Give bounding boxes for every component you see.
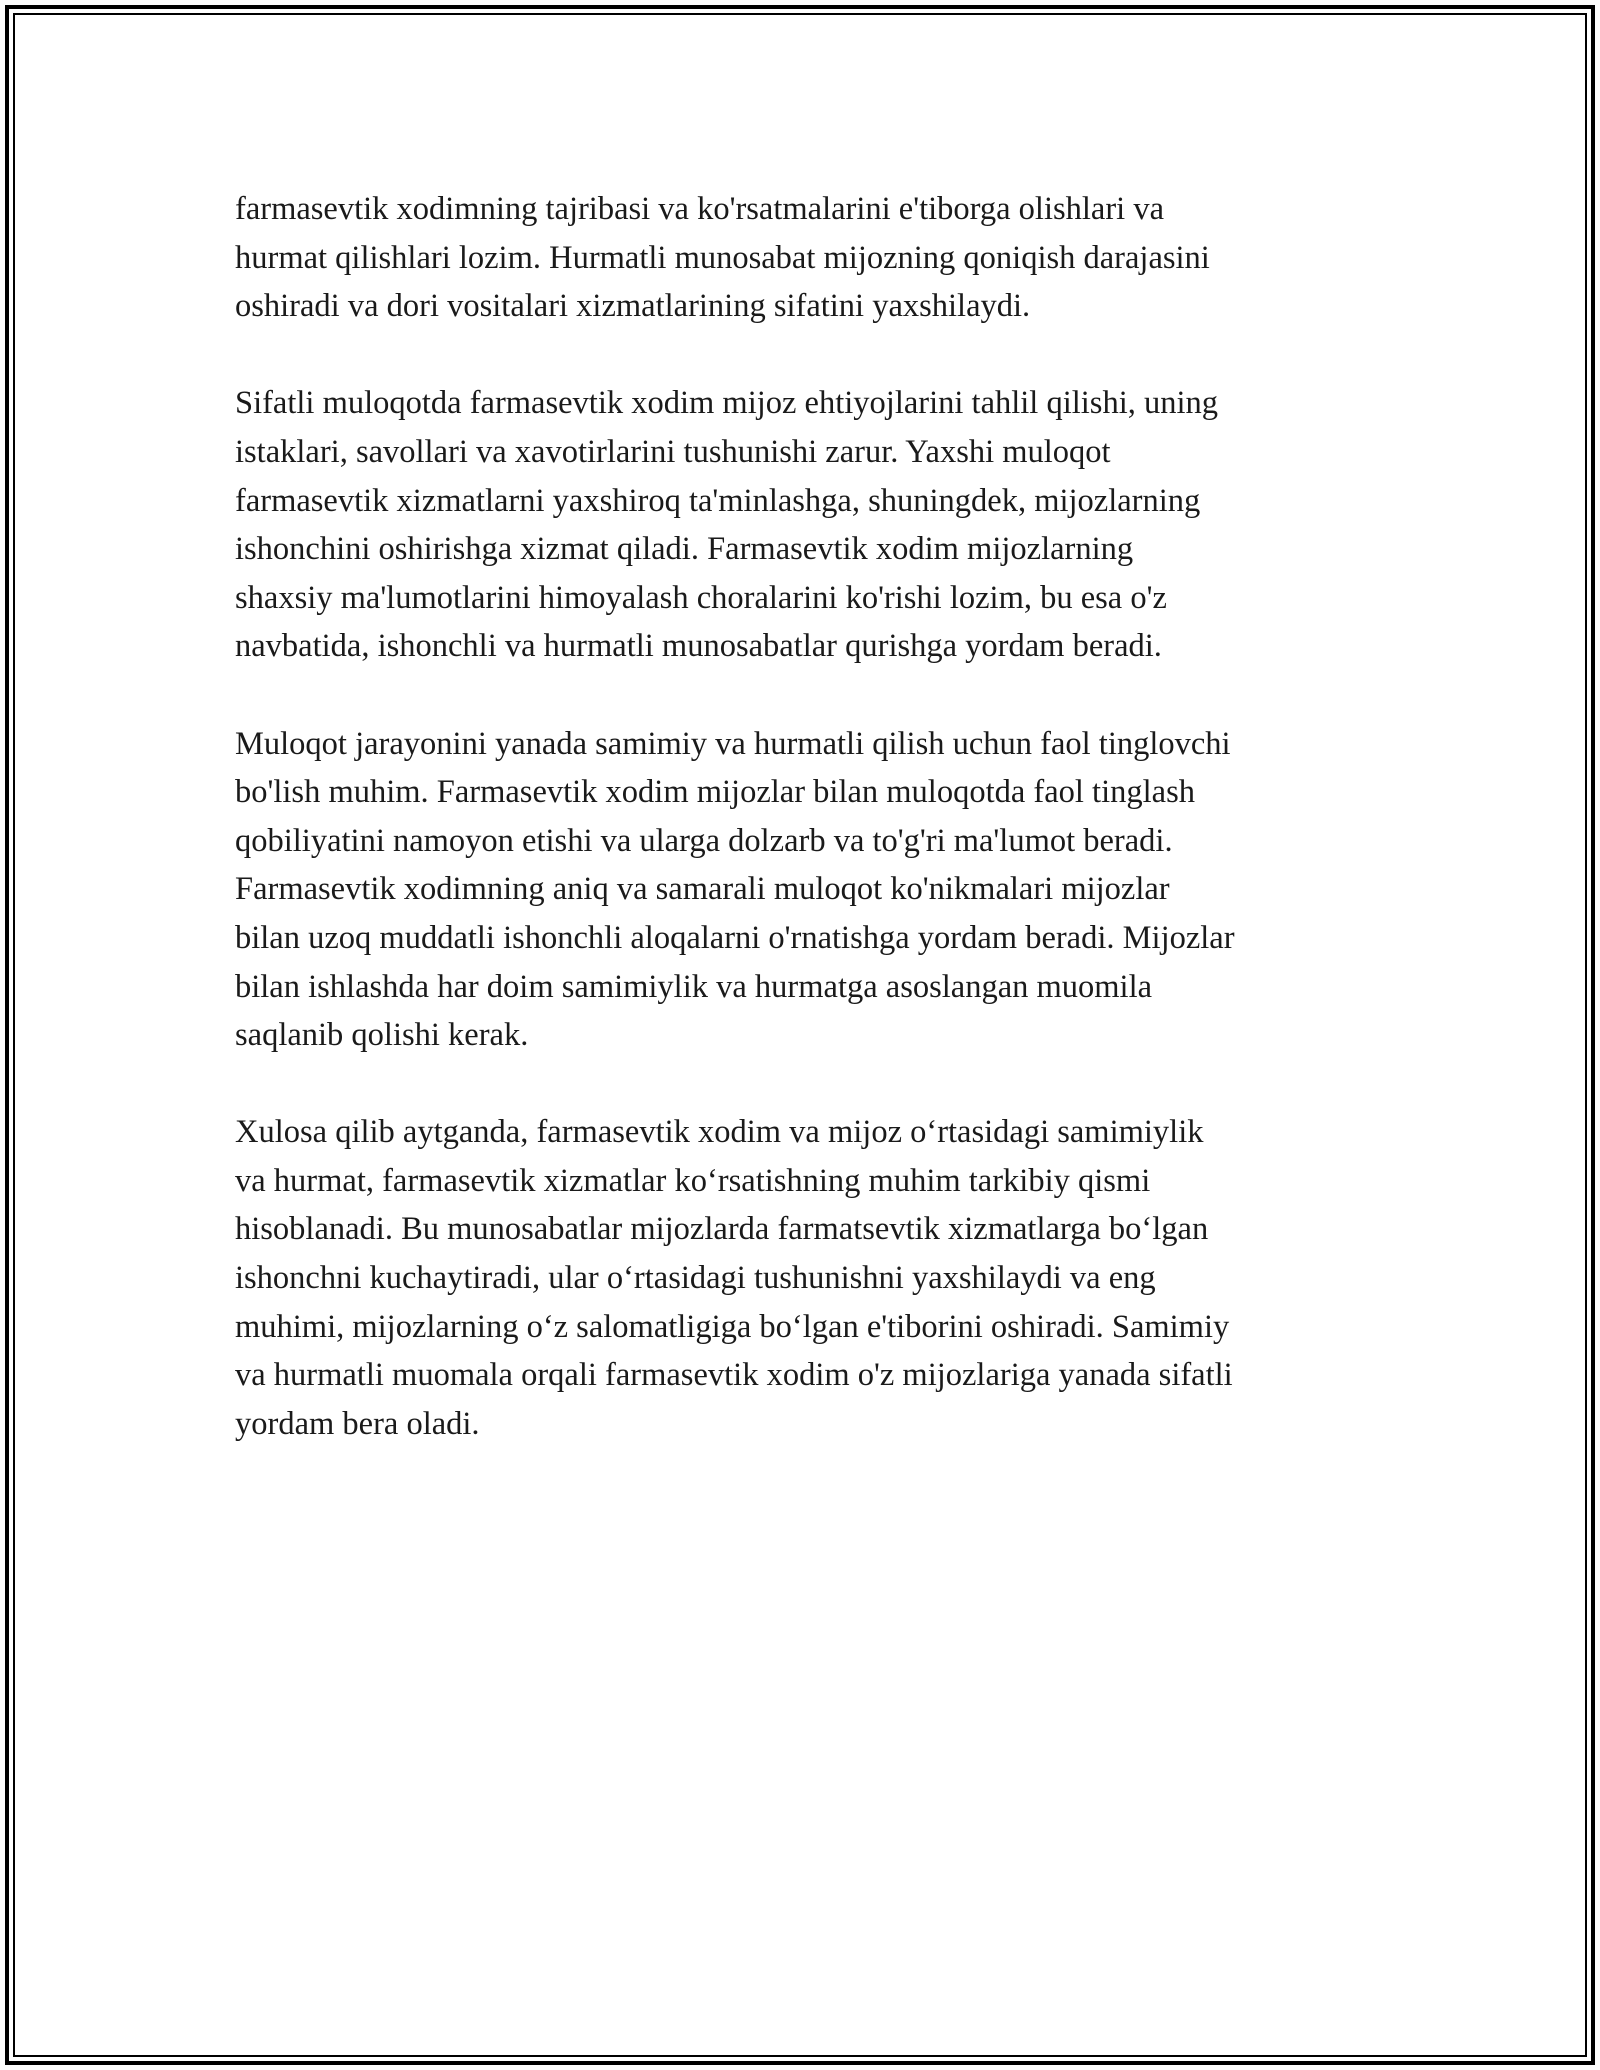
text-line: Xulosa qilib aytganda, farmasevtik xodim va mijoz o‘rtasidagi samimiylik — [235, 1114, 1204, 1151]
text-line: bo'lish muhim. Farmasevtik xodim mijozlar bilan muloqotda faol tinglash — [235, 774, 1195, 811]
text-line: qobiliyatini namoyon etishi va ularga dolzarb va to'g'ri ma'lumot beradi. — [235, 822, 1173, 859]
text-line: ishonchni kuchaytiradi, ular o‘rtasidagi tushunishni yaxshilaydi va eng — [235, 1260, 1156, 1297]
paragraph-2 — [235, 379, 1385, 671]
text-line: saqlanib qolishi kerak. — [235, 1017, 529, 1054]
text-line: bilan ishlashda har doim samimiylik va hurmatga asoslangan muomila — [235, 968, 1153, 1005]
text-line: farmasevtik xizmatlarni yaxshiroq ta'minlashga, shuningdek, mijozlarning — [235, 482, 1201, 519]
text-line: farmasevtik xodimning tajribasi va ko'rsatmalarini e'tiborga olishlari va — [235, 191, 1164, 227]
text-line: va hurmat, farmasevtik xizmatlar ko‘rsatishning muhim tarkibiy qismi — [235, 1162, 1151, 1199]
text-line: oshiradi va dori vositalari xizmatlarining sifatini yaxshilaydi. — [235, 288, 1031, 325]
text-line: muhimi, mijozlarning o‘z salomatligiga bo‘lgan e'tiborini oshiradi. Samimiy — [235, 1308, 1230, 1345]
text-line: shaxsiy ma'lumotlarini himoyalash choralarini ko'rishi lozim, bu esa o'z — [235, 579, 1167, 616]
text-line: yordam bera oladi. — [235, 1405, 480, 1442]
paragraph-1 — [235, 185, 1385, 331]
text-line: Muloqot jarayonini yanada samimiy va hurmatli qilish uchun faol tinglovchi — [235, 725, 1231, 762]
text-line: Sifatli muloqotda farmasevtik xodim mijoz ehtiyojlarini tahlil qilishi, uning — [235, 385, 1218, 422]
text-line: istaklari, savollari va xavotirlarini tushunishi zarur. Yaxshi muloqot — [235, 433, 1111, 470]
paragraph-4 — [235, 1108, 1385, 1448]
paragraph-3 — [235, 720, 1385, 1060]
text-line: va hurmatli muomala orqali farmasevtik xodim o'z mijozlariga yanada sifatli — [235, 1357, 1233, 1394]
text-line: hurmat qilishlari lozim. Hurmatli munosabat mijozning qoniqish darajasini — [235, 239, 1210, 276]
document-body — [235, 185, 1385, 1448]
text-line: bilan uzoq muddatli ishonchli aloqalarni o'rnatishga yordam beradi. Mijozlar — [235, 919, 1235, 956]
text-line: hisoblanadi. Bu munosabatlar mijozlarda farmatsevtik xizmatlarga bo‘lgan — [235, 1211, 1209, 1248]
text-line: Farmasevtik xodimning aniq va samarali muloqot ko'nikmalari mijozlar — [235, 871, 1170, 908]
text-line: ishonchini oshirishga xizmat qiladi. Farmasevtik xodim mijozlarning — [235, 531, 1134, 568]
text-line: navbatida, ishonchli va hurmatli munosabatlar qurishga yordam beradi. — [235, 628, 1162, 665]
